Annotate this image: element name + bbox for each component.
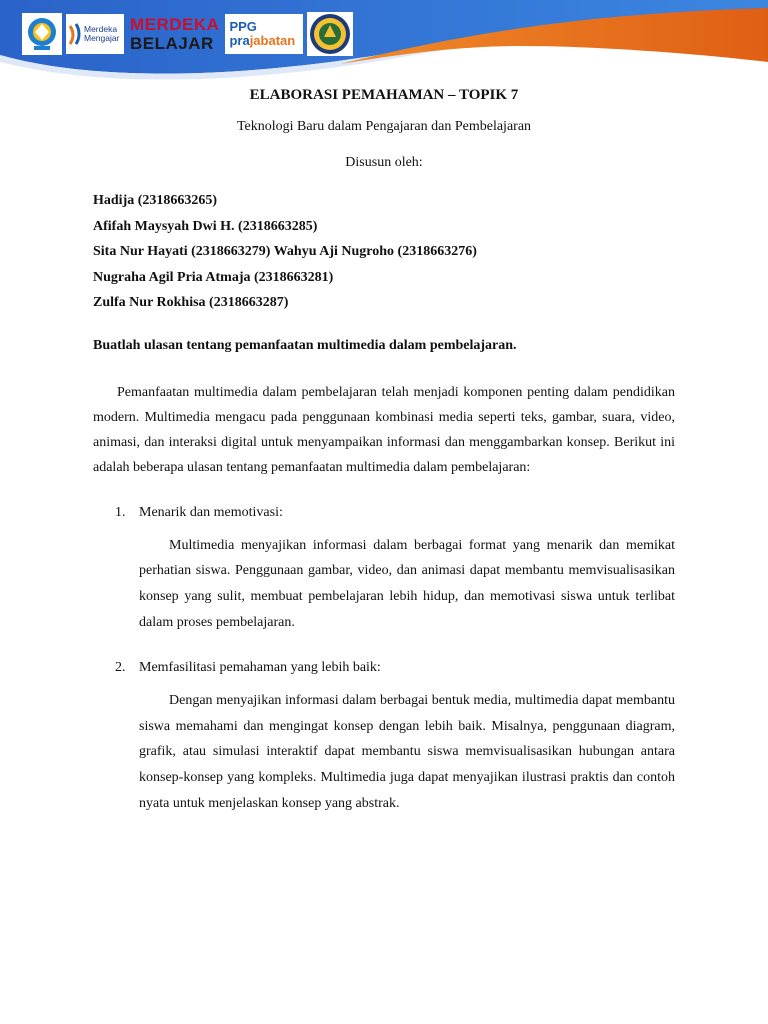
- author-line: Zulfa Nur Rokhisa (2318663287): [93, 295, 289, 310]
- list-item-heading: [93, 658, 675, 678]
- list-item-number: 2.: [115, 659, 126, 675]
- list-item-heading: [93, 503, 675, 523]
- university-seal-logo: [307, 12, 353, 56]
- university-seal-icon: [309, 13, 351, 55]
- tut-wuri-handayani-logo: [22, 13, 62, 55]
- list-item-title: Menarik dan memotivasi:: [139, 504, 283, 520]
- logo-strip: [22, 12, 353, 56]
- prajabatan-text-a: pra: [229, 33, 250, 48]
- merdeka-belajar-text-line1: MERDEKA: [130, 15, 220, 34]
- document-body: [93, 84, 675, 817]
- document-subtitle: Teknologi Baru dalam Pengajaran dan Pembelajaran: [236, 119, 532, 134]
- ppg-text: PPG: [229, 19, 257, 34]
- merdeka-mengajar-text-line2: Mengajar: [84, 33, 120, 43]
- assignment-question: Buatlah ulasan tentang pemanfaatan multimedia dalam pembelajaran.: [93, 337, 517, 353]
- merdeka-belajar-text-line2: BELAJAR: [130, 34, 214, 53]
- author-line: Hadija (2318663265): [93, 193, 218, 208]
- document-title: ELABORASI PEMAHAMAN – TOPIK 7: [249, 87, 519, 103]
- merdeka-mengajar-mark-icon: [68, 22, 82, 46]
- author-line: Sita Nur Hayati (2318663279) Wahyu Aji Nugroho (2318663276): [93, 244, 477, 259]
- author-line: Nugraha Agil Pria Atmaja (2318663281): [93, 269, 334, 285]
- composed-by-label: Disusun oleh:: [345, 155, 423, 170]
- ppg-prajabatan-logo: [225, 14, 303, 54]
- list-item-title: Memfasilitasi pemahaman yang lebih baik:: [139, 659, 381, 675]
- list-item-number: 1.: [115, 504, 126, 520]
- author-list: [93, 188, 675, 316]
- prajabatan-text-b: jabatan: [249, 33, 296, 48]
- author-line: Afifah Maysyah Dwi H. (2318663285): [93, 218, 318, 234]
- list-item-paragraph: Dengan menyajikan informasi dalam berbagai bentuk media, multimedia dapat membantu siswa memahami dan mengingat konsep dengan lebih baik. Misalnya, penggunaan diagram, grafik, atau simulasi interaktif dapat membantu siswa memvisualisasikan hubungan antara konsep-konsep yang kompleks. Multimedia juga dapat menyajikan ilustrasi praktis dan contoh nyata untuk menjelaskan konsep yang abstrak.: [139, 692, 675, 812]
- prajabatan-text: [229, 34, 303, 48]
- merdeka-mengajar-logo: [66, 14, 124, 54]
- list-item-paragraph: Multimedia menyajikan informasi dalam berbagai format yang menarik dan memikat perhatian siswa. Penggunaan gambar, video, dan animasi dapat membantu memvisualisasikan konsep yang sulit, membuat pembelajaran lebih hidup, dan memotivasi siswa untuk terlibat dalam proses pembelajaran.: [139, 537, 675, 631]
- merdeka-mengajar-text-line1: Merdeka: [84, 24, 118, 34]
- intro-paragraph: Pemanfaatan multimedia dalam pembelajaran telah menjadi komponen penting dalam pendidikan modern. Multimedia mengacu pada penggunaan kombinasi media seperti teks, gambar, suara, video, animasi, dan interaksi digital untuk menyampaikan informasi dan menggambarkan konsep. Berikut ini adalah beberapa ulasan tentang pemanfaatan multimedia dalam pembelajaran:: [93, 384, 675, 476]
- header-band: [0, 0, 768, 90]
- tut-wuri-emblem-icon: [25, 16, 59, 52]
- merdeka-belajar-logo: [128, 12, 221, 56]
